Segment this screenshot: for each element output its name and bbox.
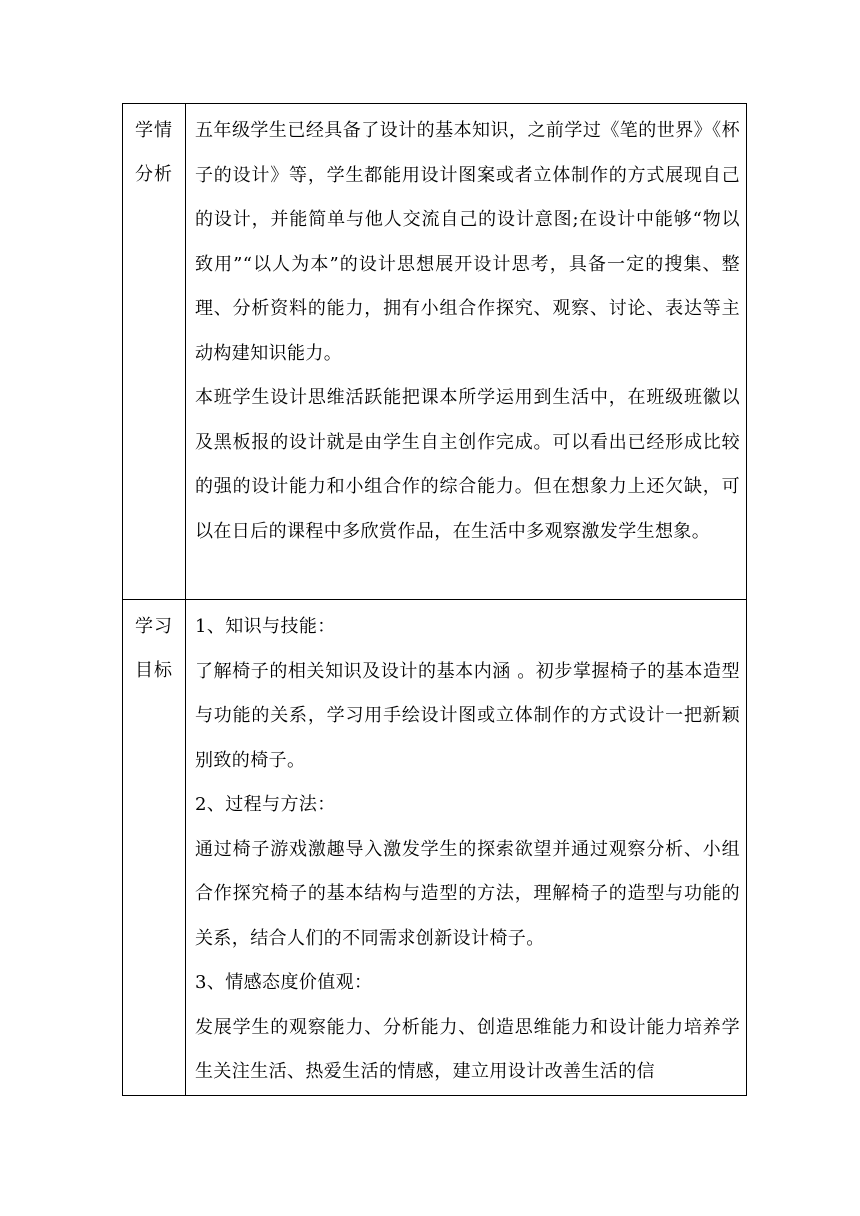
row-label-line: 学情 xyxy=(135,120,173,141)
table-row xyxy=(123,104,747,600)
paragraph: 五年级学生已经具备了设计的基本知识，之前学过《笔的世界》《杯子的设计》等，学生都能用设计图案或者立体制作的方式展现自己的设计，并能简单与他人交流自己的设计意图;在设计中能够“物以致用”“以人为本”的设计思想展开设计思考，具备一定的搜集、整理、分析资料的能力，拥有小组合作探究、观察、讨论、表达等主动构建知识能力。 xyxy=(195,120,740,364)
row-label-line: 分析 xyxy=(135,164,173,185)
paragraph: 本班学生设计思维活跃能把课本所学运用到生活中，在班级班徽以及黑板报的设计就是由学生自主创作完成。可以看出已经形成比较的强的设计能力和小组合作的综合能力。但在想象力上还欠缺，可以在日后的课程中多欣赏作品，在生活中多观察激发学生想象。 xyxy=(195,387,740,542)
paragraph: 通过椅子游戏激趣导入激发学生的探索欲望并通过观察分析、小组合作探究椅子的基本结构与造型的方法，理解椅子的造型与功能的关系，结合人们的不同需求创新设计椅子。 xyxy=(195,838,740,949)
lesson-plan-table xyxy=(122,103,747,1096)
row-label-line: 学习 xyxy=(135,616,173,637)
table-row xyxy=(123,600,747,1096)
paragraph: 2、过程与方法： xyxy=(195,794,336,815)
paragraph: 1、知识与技能： xyxy=(195,616,336,637)
row-content-cell xyxy=(186,104,747,600)
row-label-cell xyxy=(123,600,186,1096)
paragraph: 发展学生的观察能力、分析能力、创造思维能力和设计能力培养学生关注生活、热爱生活的情感，建立用设计改善生活的信 xyxy=(195,1016,740,1082)
row-label-cell xyxy=(123,104,186,600)
paragraph: 3、情感态度价值观： xyxy=(195,972,373,993)
row-label-line: 目标 xyxy=(135,660,173,681)
paragraph: 了解椅子的相关知识及设计的基本内涵 。初步掌握椅子的基本造型与功能的关系，学习用手绘设计图或立体制作的方式设计一把新颖别致的椅子。 xyxy=(195,660,740,771)
row-content-cell xyxy=(186,600,747,1096)
